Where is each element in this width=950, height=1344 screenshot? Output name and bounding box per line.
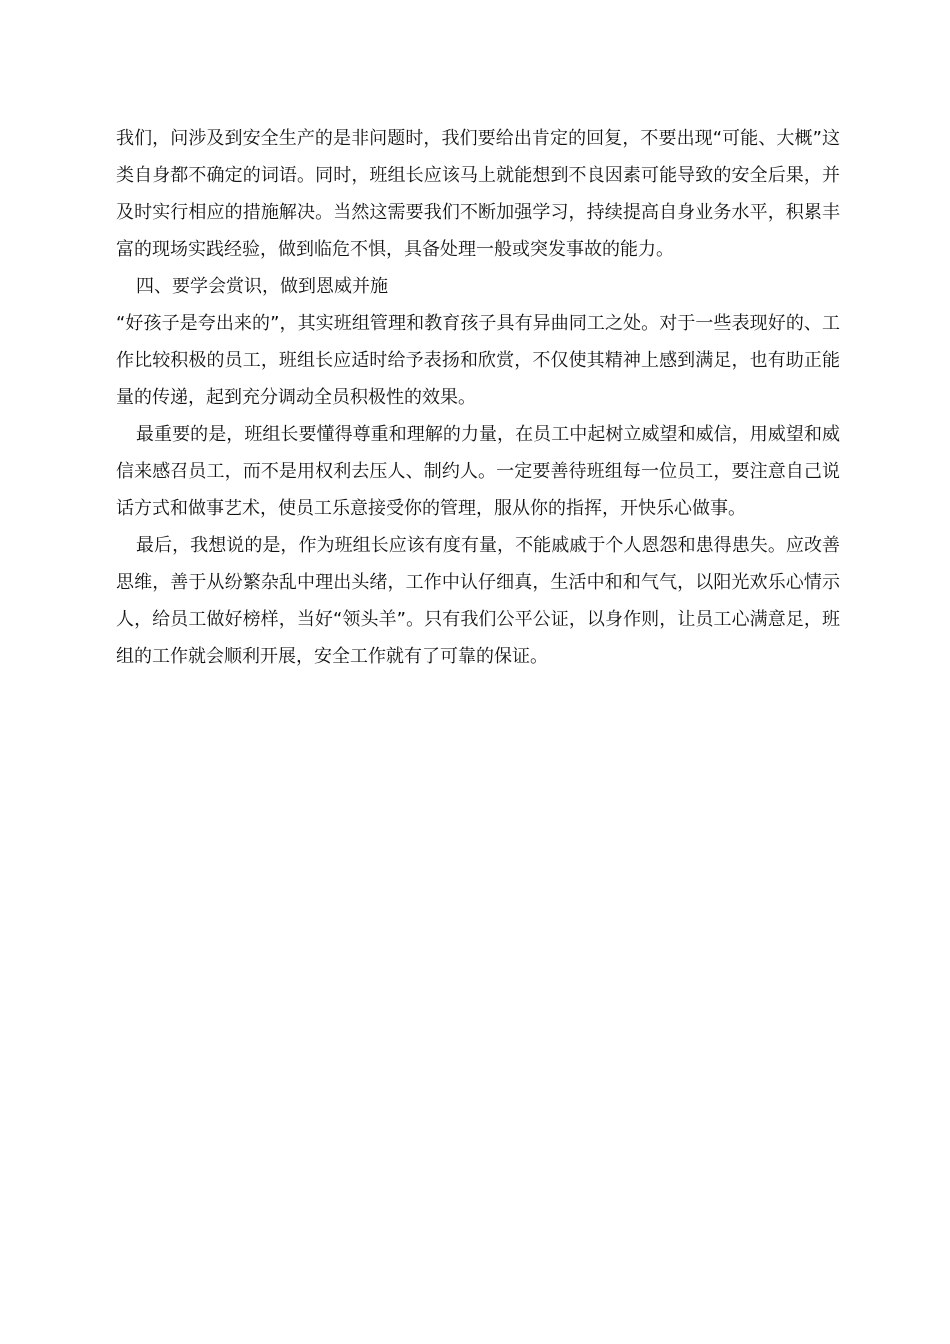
paragraph-continuation: 我们，问涉及到安全生产的是非问题时，我们要给出肯定的回复，不要出现“可能、大概”这类自身都不确定的词语。同时，班组长应该马上就能想到不良因素可能导致的安全后果，并及时实行相应的措施解决。当然这需要我们不断加强学习，持续提高自身业务水平，积累丰富的现场实践经验，做到临危不惧，具备处理一般或突发事故的能力。 — [116, 128, 840, 260]
section-heading: 四、要学会赏识，做到恩威并施 — [136, 276, 388, 297]
paragraph-praise: “好孩子是夸出来的”，其实班组管理和教育孩子具有异曲同工之处。对于一些表现好的、工作比较积极的员工，班组长应适时给予表扬和欣赏，不仅使其精神上感到满足，也有助正能量的传递，起到充分调动全员积极性的效果。 — [116, 313, 840, 408]
document-body — [116, 120, 840, 675]
paragraph-respect: 最重要的是，班组长要懂得尊重和理解的力量，在员工中起树立威望和威信，用威望和威信来感召员工，而不是用权利去压人、制约人。一定要善待班组每一位员工，要注意自己说话方式和做事艺术，使员工乐意接受你的管理，服从你的指挥，开快乐心做事。 — [116, 424, 840, 519]
paragraph-conclusion: 最后，我想说的是，作为班组长应该有度有量，不能戚戚于个人恩怨和患得患失。应改善思维，善于从纷繁杂乱中理出头绪，工作中认仔细真，生活中和和气气，以阳光欢乐心情示人，给员工做好榜样，当好“领头羊”。只有我们公平公证，以身作则，让员工心满意足，班组的工作就会顺利开展，安全工作就有了可靠的保证。 — [116, 535, 840, 667]
